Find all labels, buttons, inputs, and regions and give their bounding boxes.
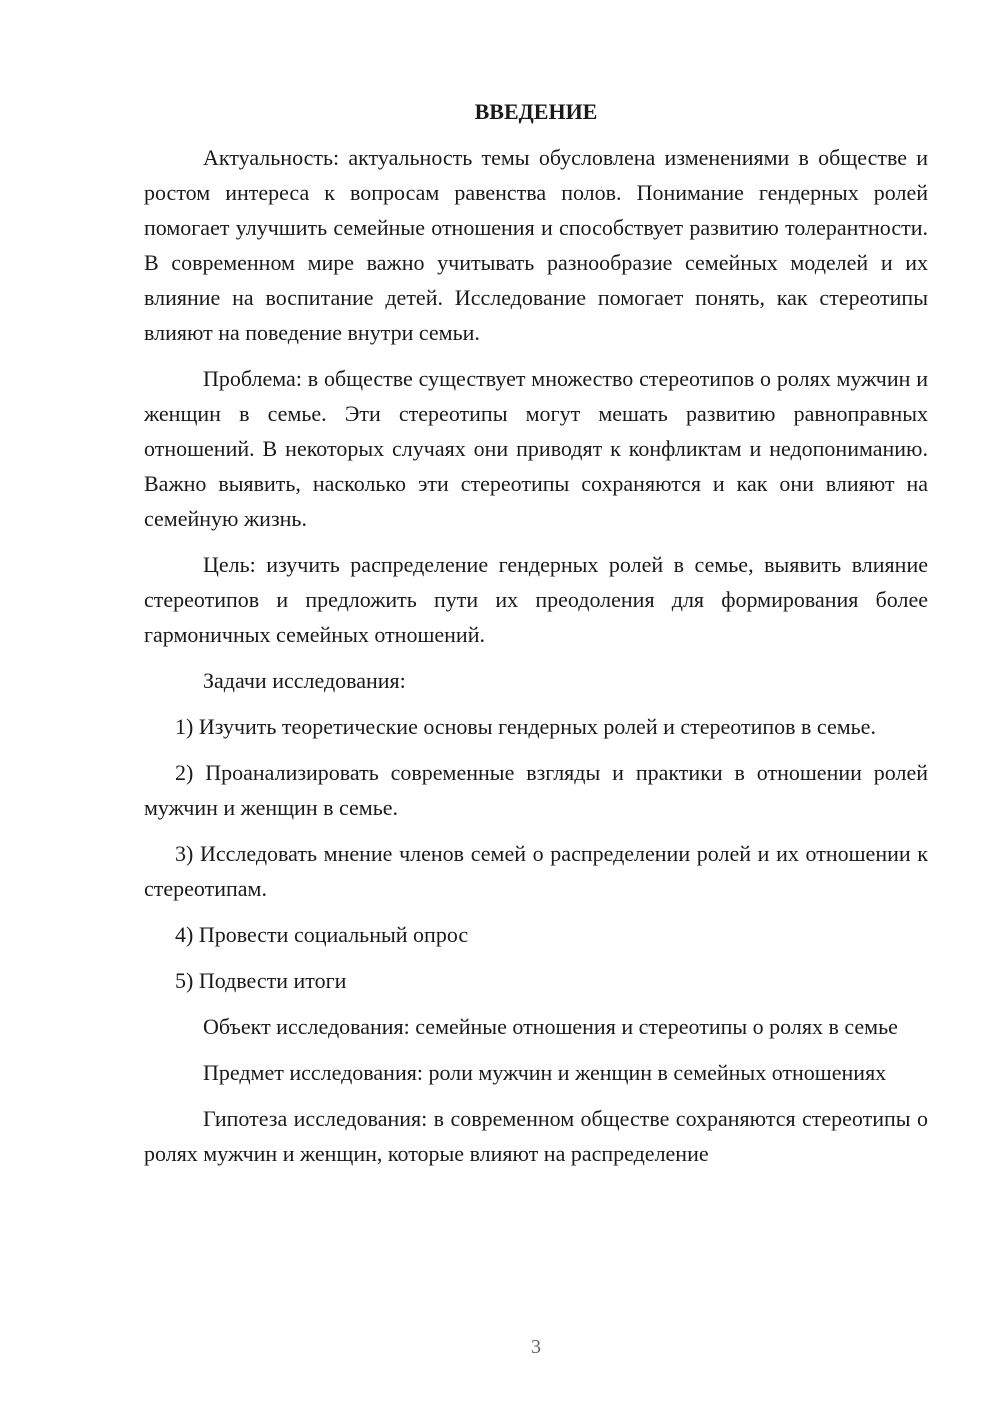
task-item-2: 2) Проанализировать современные взгляды и практики в отношении ролей мужчин и женщин в семье. [144,760,928,820]
object-paragraph: Объект исследования: семейные отношения и стереотипы о ролях в семье [203,1014,898,1039]
subject-paragraph: Предмет исследования: роли мужчин и женщин в семейных отношениях [203,1060,887,1085]
task-item-3: 3) Исследовать мнение членов семей о распределении ролей и их отношении к стереотипам. [144,841,928,901]
hypothesis-paragraph: Гипотеза исследования: в современном обществе сохраняются стереотипы о ролях мужчин и женщин, которые влияют на распределение [144,1106,928,1166]
task-item-1: 1) Изучить теоретические основы гендерных ролей и стереотипов в семье. [175,714,876,739]
task-item-4: 4) Провести социальный опрос [175,922,469,947]
problem-paragraph: Проблема: в обществе существует множество стереотипов о ролях мужчин и женщин в семье. Эти стереотипы могут мешать развитию равноправных отношений. В некоторых случаях они приводят к конфликтам и недопониманию. Важно выявить, насколько эти стереотипы сохраняются и как они влияют на семейную жизнь. [144,366,928,531]
tasks-heading: Задачи исследования: [203,668,406,693]
document-page [144,94,928,1182]
relevance-paragraph: Актуальность: актуальность темы обусловлена изменениями в обществе и ростом интереса к вопросам равенства полов. Понимание гендерных ролей помогает улучшить семейные отношения и способствует развитию толерантности. В современном мире важно учитывать разнообразие семейных моделей и их влияние на воспитание детей. Исследование помогает понять, как стереотипы влияют на поведение внутри семьи. [144,145,928,345]
page-number: 3 [531,1336,541,1358]
task-item-5: 5) Подвести итоги [175,968,347,993]
document-title: ВВЕДЕНИЕ [474,99,598,124]
goal-paragraph: Цель: изучить распределение гендерных ролей в семье, выявить влияние стереотипов и предложить пути их преодоления для формирования более гармоничных семейных отношений. [144,552,928,647]
